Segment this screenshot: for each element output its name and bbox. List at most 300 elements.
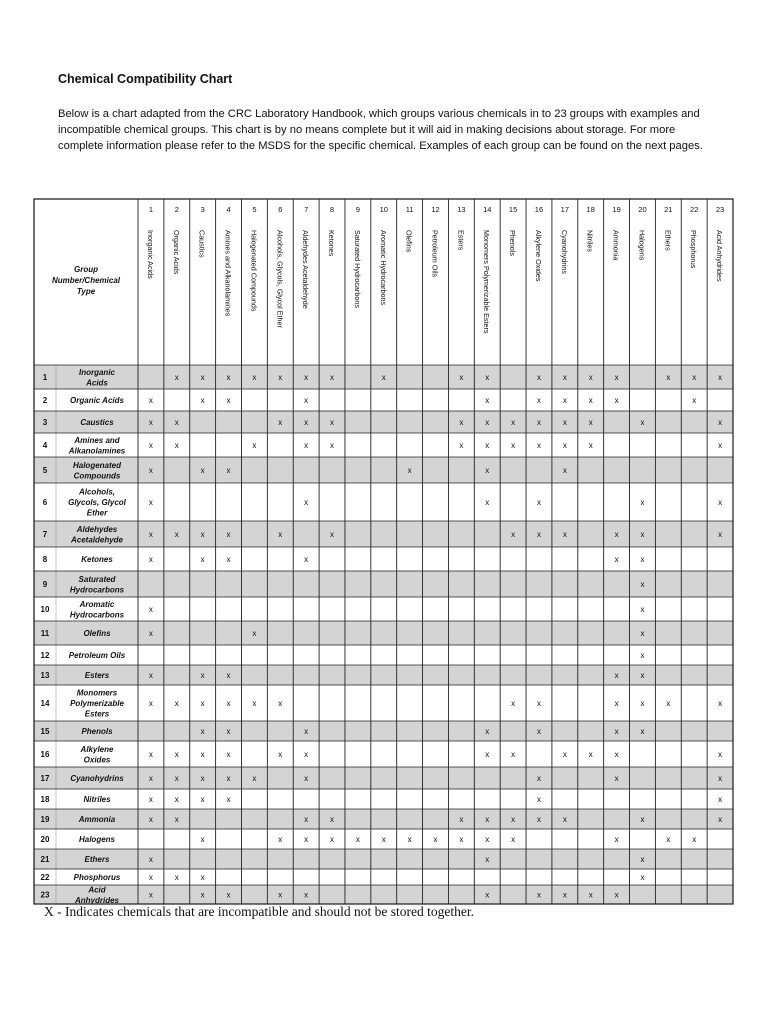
row-label: Acids (86, 378, 108, 388)
incompatible-mark: x (485, 441, 490, 450)
row-shading (34, 721, 733, 741)
incompatible-mark: x (252, 441, 257, 450)
row-label: Oxides (83, 755, 111, 765)
column-number: 14 (483, 205, 492, 214)
incompatible-mark: x (718, 750, 723, 759)
column-header: Phosphorus (689, 230, 699, 269)
incompatible-mark: x (614, 555, 619, 564)
row-label: Esters (84, 671, 110, 680)
row-shading (34, 571, 733, 597)
incompatible-mark: x (174, 699, 179, 708)
incompatible-mark: x (562, 441, 567, 450)
incompatible-mark: x (200, 373, 205, 382)
incompatible-mark: x (459, 815, 464, 824)
row-label: Phenols (81, 727, 113, 736)
incompatible-mark: x (666, 835, 671, 844)
incompatible-mark: x (640, 580, 645, 589)
incompatible-mark: x (640, 855, 645, 864)
incompatible-mark: x (174, 441, 179, 450)
incompatible-mark: x (562, 750, 567, 759)
incompatible-mark: x (330, 373, 335, 382)
incompatible-mark: x (718, 530, 723, 539)
incompatible-mark: x (614, 373, 619, 382)
row-number: 5 (42, 466, 48, 475)
incompatible-mark: x (278, 373, 283, 382)
incompatible-mark: x (304, 373, 309, 382)
incompatible-mark: x (588, 441, 593, 450)
column-header: Cyanohydrins (559, 230, 569, 274)
incompatible-mark: x (148, 671, 153, 680)
incompatible-mark: x (640, 629, 645, 638)
incompatible-mark: x (304, 555, 309, 564)
row-label: Ammonia (78, 815, 116, 824)
incompatible-mark: x (536, 418, 541, 427)
incompatible-mark: x (174, 750, 179, 759)
incompatible-mark: x (614, 774, 619, 783)
incompatible-mark: x (226, 890, 231, 900)
row-number: 18 (40, 795, 50, 804)
incompatible-mark: x (226, 396, 231, 405)
column-number: 5 (252, 205, 257, 214)
incompatible-mark: x (614, 396, 619, 405)
row-label: Inorganic (78, 367, 116, 377)
incompatible-mark: x (278, 418, 283, 427)
incompatible-mark: x (614, 699, 619, 708)
row-number: 4 (42, 441, 48, 450)
incompatible-mark: x (614, 750, 619, 759)
incompatible-mark: x (614, 835, 619, 844)
incompatible-mark: x (148, 890, 153, 900)
incompatible-mark: x (588, 750, 593, 759)
incompatible-mark: x (304, 396, 309, 405)
incompatible-mark: x (200, 873, 205, 882)
incompatible-mark: x (588, 396, 593, 405)
incompatible-mark: x (304, 418, 309, 427)
incompatible-mark: x (148, 498, 153, 507)
column-number: 23 (715, 205, 725, 214)
incompatible-mark: x (278, 835, 283, 844)
incompatible-mark: x (562, 373, 567, 382)
incompatible-mark: x (278, 890, 283, 900)
incompatible-mark: x (148, 396, 153, 405)
column-number: 7 (304, 205, 309, 214)
incompatible-mark: x (174, 373, 179, 382)
incompatible-mark: x (200, 671, 205, 680)
row-number: 20 (40, 835, 50, 844)
column-number: 1 (148, 205, 154, 214)
incompatible-mark: x (148, 699, 153, 708)
incompatible-mark: x (640, 651, 645, 660)
column-number: 22 (690, 205, 699, 214)
incompatible-mark: x (692, 396, 697, 405)
row-label: Cyanohydrins (70, 774, 124, 783)
column-header: Ammonia (611, 230, 621, 261)
incompatible-mark: x (692, 835, 697, 844)
row-number: 17 (40, 774, 50, 783)
incompatible-mark: x (588, 373, 593, 382)
incompatible-mark: x (200, 774, 205, 783)
column-number: 12 (431, 205, 440, 214)
incompatible-mark: x (148, 605, 153, 614)
row-number: 2 (42, 396, 48, 405)
incompatible-mark: x (330, 815, 335, 824)
incompatible-mark: x (640, 699, 645, 708)
incompatible-mark: x (718, 699, 723, 708)
incompatible-mark: x (330, 441, 335, 450)
intro-paragraph: Below is a chart adapted from the CRC Laboratory Handbook, which groups various chemicals in to 23 groups with examples and incompatible chemical groups. This chart is by no means complete but it will aid in making decisions about storage. For more complete information please refer to the MSDS for the specific chemical. Examples of each group can be found on the next pages. (58, 108, 703, 152)
incompatible-mark: x (485, 498, 490, 507)
column-header: Organic Acids (171, 230, 181, 275)
incompatible-mark: x (252, 629, 257, 638)
row-label: Acid (88, 885, 106, 895)
incompatible-mark: x (536, 498, 541, 507)
incompatible-mark: x (718, 498, 723, 507)
incompatible-mark: x (485, 373, 490, 382)
incompatible-mark: x (485, 727, 490, 736)
incompatible-mark: x (355, 835, 360, 844)
incompatible-mark: x (692, 373, 697, 382)
incompatible-mark: x (148, 873, 153, 882)
column-header: Aromatic Hydrocarbons (378, 230, 388, 306)
column-header: Phenols (508, 230, 518, 256)
row-label: Ethers (84, 855, 110, 864)
incompatible-mark: x (226, 530, 231, 539)
incompatible-mark: x (148, 466, 153, 475)
incompatible-mark: x (511, 750, 516, 759)
row-label: Alcohols, (78, 487, 116, 497)
incompatible-mark: x (562, 815, 567, 824)
incompatible-mark: x (536, 396, 541, 405)
row-label: Ether (86, 508, 108, 518)
incompatible-mark: x (304, 835, 309, 844)
incompatible-mark: x (174, 774, 179, 783)
incompatible-mark: x (562, 418, 567, 427)
row-label: Phosphorus (73, 873, 121, 882)
incompatible-mark: x (148, 795, 153, 804)
incompatible-mark: x (459, 441, 464, 450)
row-shading (34, 457, 733, 483)
row-number: 15 (40, 727, 50, 736)
incompatible-mark: x (148, 750, 153, 759)
row-label: Polymerizable (70, 699, 124, 708)
incompatible-mark: x (200, 795, 205, 804)
incompatible-mark: x (511, 835, 516, 844)
column-number: 3 (200, 205, 205, 214)
row-shading (34, 621, 733, 645)
incompatible-mark: x (226, 727, 231, 736)
row-number: 13 (40, 671, 50, 680)
incompatible-mark: x (148, 530, 153, 539)
incompatible-mark: x (485, 466, 490, 475)
incompatible-mark: x (459, 373, 464, 382)
incompatible-mark: x (718, 774, 723, 783)
row-number: 12 (40, 651, 50, 660)
incompatible-mark: x (148, 418, 153, 427)
row-shading (34, 885, 733, 904)
column-number: 13 (457, 205, 466, 214)
row-label: Aldehydes (76, 524, 118, 534)
incompatible-mark: x (536, 441, 541, 450)
incompatible-mark: x (330, 835, 335, 844)
incompatible-mark: x (200, 750, 205, 759)
row-label: Esters (84, 709, 110, 719)
row-label: Petroleum Oils (68, 651, 126, 660)
incompatible-mark: x (459, 418, 464, 427)
row-number: 16 (40, 750, 50, 759)
incompatible-mark: x (511, 699, 516, 708)
column-header: Acid Anhydrides (715, 230, 725, 282)
incompatible-mark: x (640, 530, 645, 539)
row-label: Monomers (76, 688, 118, 698)
row-label: Compounds (73, 471, 121, 481)
incompatible-mark: x (226, 671, 231, 680)
incompatible-mark: x (640, 671, 645, 680)
row-label: Caustics (80, 418, 114, 427)
incompatible-mark: x (252, 699, 257, 708)
incompatible-mark: x (174, 873, 179, 882)
row-label: Alkylene (80, 744, 114, 754)
row-shading (34, 849, 733, 869)
incompatible-mark: x (407, 466, 412, 475)
row-number: 9 (42, 580, 48, 589)
incompatible-mark: x (640, 498, 645, 507)
incompatible-mark: x (226, 750, 231, 759)
incompatible-mark: x (148, 774, 153, 783)
incompatible-mark: x (304, 750, 309, 759)
incompatible-mark: x (485, 890, 490, 900)
incompatible-mark: x (174, 815, 179, 824)
incompatible-mark: x (200, 466, 205, 475)
column-number: 11 (405, 205, 414, 214)
incompatible-mark: x (718, 441, 723, 450)
row-number: 14 (40, 699, 50, 708)
incompatible-mark: x (226, 373, 231, 382)
row-shading (34, 521, 733, 547)
column-number: 18 (586, 205, 595, 214)
row-number: 6 (42, 498, 48, 507)
row-shading (34, 411, 733, 433)
column-header: Alcohols, Glycols, Glycol Ether (275, 230, 285, 328)
column-header: Inorganic Acids (145, 230, 155, 279)
row-label: Saturated (78, 574, 116, 584)
row-label: Nitriles (83, 795, 111, 804)
column-header: Petroleum Oils (430, 230, 440, 278)
row-number: 3 (42, 418, 48, 427)
incompatible-mark: x (407, 835, 412, 844)
incompatible-mark: x (330, 530, 335, 539)
incompatible-mark: x (536, 727, 541, 736)
row-shading (34, 809, 733, 829)
incompatible-mark: x (562, 466, 567, 475)
column-header: Nitriles (585, 230, 595, 252)
incompatible-mark: x (174, 530, 179, 539)
column-number: 6 (278, 205, 283, 214)
row-label: Olefins (83, 629, 111, 638)
incompatible-mark: x (226, 699, 231, 708)
incompatible-mark: x (226, 795, 231, 804)
incompatible-mark: x (485, 750, 490, 759)
incompatible-mark: x (614, 890, 619, 900)
incompatible-mark: x (148, 855, 153, 864)
column-header: Aldehydes Acetaldehyde (301, 230, 311, 309)
incompatible-mark: x (536, 815, 541, 824)
incompatible-mark: x (433, 835, 438, 844)
row-number: 1 (42, 373, 48, 382)
row-number: 19 (40, 815, 50, 824)
incompatible-mark: x (562, 890, 567, 900)
incompatible-mark: x (588, 418, 593, 427)
incompatible-mark: x (511, 441, 516, 450)
column-number: 17 (560, 205, 570, 214)
row-number: 23 (40, 890, 50, 900)
row-shading (34, 767, 733, 789)
row-label: Glycols, Glycol (68, 498, 126, 507)
row-label: Amines and (74, 435, 120, 445)
incompatible-mark: x (640, 555, 645, 564)
incompatible-mark: x (614, 671, 619, 680)
incompatible-mark: x (536, 699, 541, 708)
incompatible-mark: x (304, 441, 309, 450)
incompatible-mark: x (381, 373, 386, 382)
incompatible-mark: x (562, 530, 567, 539)
column-number: 20 (638, 205, 647, 214)
incompatible-mark: x (562, 396, 567, 405)
incompatible-mark: x (666, 699, 671, 708)
row-label: Halogenated (72, 460, 122, 470)
incompatible-mark: x (200, 835, 205, 844)
incompatible-mark: x (174, 418, 179, 427)
row-label: Hydrocarbons (69, 585, 125, 595)
incompatible-mark: x (718, 373, 723, 382)
column-header: Alkylene Oxides (533, 230, 543, 282)
column-number: 4 (226, 205, 231, 214)
corner-header: Type (76, 287, 96, 296)
column-header: Ketones (327, 230, 337, 257)
incompatible-mark: x (536, 795, 541, 804)
incompatible-mark: x (640, 605, 645, 614)
incompatible-mark: x (304, 774, 309, 783)
incompatible-mark: x (304, 890, 309, 900)
incompatible-mark: x (148, 441, 153, 450)
row-label: Halogens (78, 835, 116, 844)
column-header: Esters (456, 230, 466, 251)
column-header: Ethers (663, 230, 673, 251)
column-header: Caustics (197, 230, 207, 258)
incompatible-mark: x (226, 774, 231, 783)
incompatible-mark: x (200, 530, 205, 539)
incompatible-mark: x (200, 555, 205, 564)
incompatible-mark: x (278, 530, 283, 539)
incompatible-mark: x (226, 555, 231, 564)
incompatible-mark: x (278, 699, 283, 708)
document-title: Chemical Compatibility Chart (58, 72, 233, 86)
incompatible-mark: x (278, 750, 283, 759)
incompatible-mark: x (226, 466, 231, 475)
column-number: 21 (664, 205, 673, 214)
row-number: 7 (42, 530, 48, 539)
column-number: 19 (612, 205, 621, 214)
incompatible-mark: x (666, 373, 671, 382)
incompatible-mark: x (148, 815, 153, 824)
incompatible-mark: x (200, 396, 205, 405)
row-number: 10 (40, 605, 50, 614)
incompatible-mark: x (640, 815, 645, 824)
column-header: Saturated Hydrocarbons (352, 230, 362, 308)
row-label: Alkanolamines (68, 446, 126, 456)
incompatible-mark: x (485, 855, 490, 864)
incompatible-mark: x (459, 835, 464, 844)
incompatible-mark: x (252, 373, 257, 382)
incompatible-mark: x (614, 727, 619, 736)
column-number: 15 (508, 205, 518, 214)
corner-header: Number/Chemical (51, 276, 121, 285)
incompatible-mark: x (614, 530, 619, 539)
footnote: X - Indicates chemicals that are incompatible and should not be stored together. (44, 904, 474, 919)
column-number: 16 (534, 205, 544, 214)
incompatible-mark: x (330, 418, 335, 427)
incompatible-mark: x (304, 815, 309, 824)
incompatible-mark: x (588, 890, 593, 900)
column-number: 9 (355, 205, 360, 214)
incompatible-mark: x (536, 530, 541, 539)
incompatible-mark: x (485, 418, 490, 427)
row-shading (34, 665, 733, 685)
row-number: 21 (40, 855, 50, 864)
incompatible-mark: x (485, 815, 490, 824)
incompatible-mark: x (200, 727, 205, 736)
column-number: 2 (174, 205, 179, 214)
incompatible-mark: x (148, 555, 153, 564)
row-label: Hydrocarbons (69, 610, 125, 620)
incompatible-mark: x (148, 629, 153, 638)
column-number: 10 (379, 205, 388, 214)
column-header: Monomers Polymerizable Esters (482, 230, 492, 334)
incompatible-mark: x (536, 774, 541, 783)
incompatible-mark: x (485, 396, 490, 405)
incompatible-mark: x (304, 498, 309, 507)
row-label: Acetaldehyde (70, 535, 124, 545)
row-number: 22 (40, 873, 50, 882)
incompatible-mark: x (536, 890, 541, 900)
incompatible-mark: x (511, 418, 516, 427)
incompatible-mark: x (640, 727, 645, 736)
incompatible-mark: x (381, 835, 386, 844)
row-label: Organic Acids (70, 396, 124, 405)
incompatible-mark: x (640, 418, 645, 427)
incompatible-mark: x (252, 774, 257, 783)
incompatible-mark: x (536, 373, 541, 382)
incompatible-mark: x (200, 890, 205, 900)
column-header: Amines and Alkanolamines (223, 230, 233, 317)
incompatible-mark: x (200, 699, 205, 708)
row-label: Ketones (81, 555, 113, 564)
row-label: Anhydrides (74, 895, 120, 905)
incompatible-mark: x (304, 727, 309, 736)
row-number: 11 (40, 629, 50, 638)
incompatible-mark: x (640, 873, 645, 882)
incompatible-mark: x (511, 530, 516, 539)
row-number: 8 (42, 555, 48, 564)
incompatible-mark: x (718, 418, 723, 427)
incompatible-mark: x (718, 795, 723, 804)
corner-header: Group (74, 265, 98, 274)
incompatible-mark: x (485, 835, 490, 844)
incompatible-mark: x (718, 815, 723, 824)
row-label: Aromatic (79, 599, 115, 609)
column-header: Halogenated Compounds (249, 230, 259, 312)
column-header: Olefins (404, 230, 414, 253)
incompatible-mark: x (511, 815, 516, 824)
